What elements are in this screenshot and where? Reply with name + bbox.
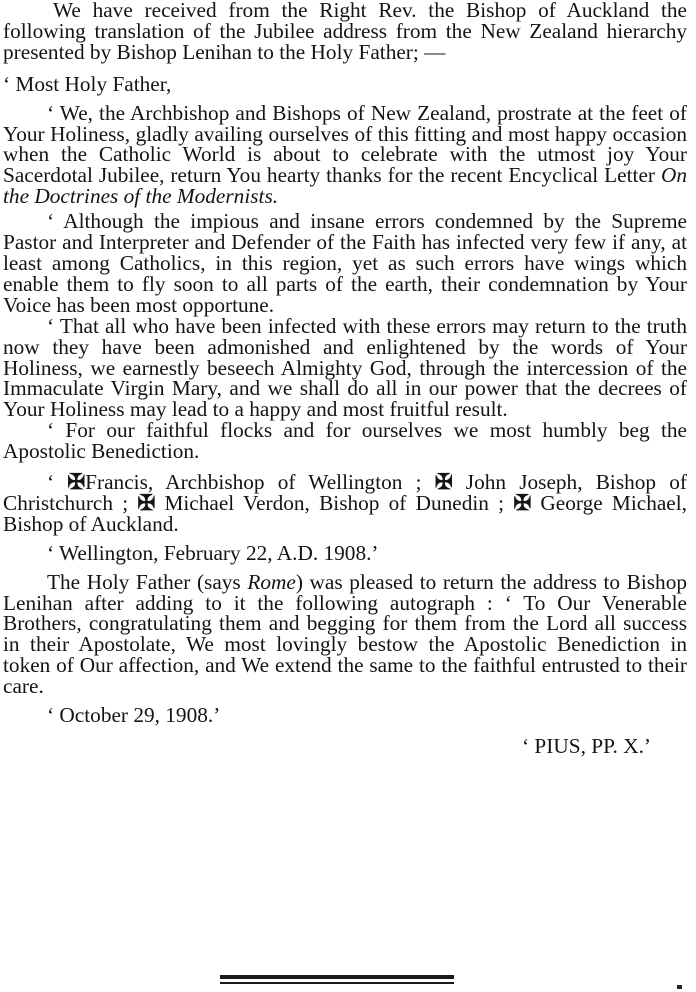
dateline: ‘ Wellington, February 22, A.D. 1908.’ <box>47 540 379 565</box>
encyclical-title: On the Doctrines of the Modernists. <box>3 163 687 209</box>
paragraph-benediction-request: ‘ For our faithful flocks and for ourselves we most humbly beg the Apostolic Benediction. <box>3 418 687 464</box>
papal-reply-text-a: The Holy Father (says <box>47 569 248 594</box>
open-quote: ‘ <box>47 470 68 495</box>
signatory-archbishop: Francis, Archbishop of Wellington ; <box>85 470 435 495</box>
salutation: ‘ Most Holy Father, <box>3 71 172 96</box>
cross-icon: ✠ <box>434 470 453 495</box>
cross-icon: ✠ <box>513 490 532 515</box>
cross-icon: ✠ <box>67 470 86 495</box>
paragraph-errors: ‘ Although the impious and insane errors condemned by the Supreme Pastor and Interpreter and Defender of the Faith has infected very few if any, at least among Catholics, in this region, yet as such errors have wings which enable them to fly soon to all parts of the earth, their condemnation by Your Voice has been most opportune. <box>3 209 687 317</box>
intro-paragraph: We have received from the Right Rev. the Bishop of Auckland the following translation of the Jubilee address from the New Zealand hierarchy presented by Bishop Lenihan to the Holy Father; — <box>3 0 687 64</box>
signatory-christchurch: John Joseph, Bishop of Christchurch ; <box>3 470 688 515</box>
closing-rule-thick <box>220 975 454 979</box>
paragraph-thanks <box>3 100 687 209</box>
cross-icon: ✠ <box>137 490 156 515</box>
article-column <box>3 0 687 757</box>
signatory-dunedin: Michael Verdon, Bishop of Dunedin ; <box>164 490 514 515</box>
signatory-auckland: George Michael, Bishop of Auckland. <box>3 490 687 536</box>
signatories <box>3 472 687 535</box>
papal-reply-text-b: ) was pleased to return the address to Bishop Lenihan after adding to it the following autograph : ‘ To Our Venerable Brothers, congratulating them and begging for them from the Lord all success in their Apostolate, We most lovingly bestow the Apostolic Benediction in token of Our affection, and We extend the same to the faithful entrusted to their care. <box>3 569 687 699</box>
paragraph-prayer: ‘ That all who have been infected with these errors may return to the truth now they have been admonished and enlightened by the words of Your Holiness, we earnestly beseech Almighty God, through the intercession of the Immaculate Virgin Mary, and we shall do all in our power that the decrees of Your Holiness may lead to a happy and most fruitful result. <box>3 313 687 422</box>
print-mark <box>677 985 682 989</box>
papal-signature: ‘ PIUS, PP. X.’ <box>522 734 651 758</box>
closing-rule-thin <box>220 982 454 984</box>
source-rome: Rome <box>247 569 296 594</box>
paragraph-papal-reply <box>3 569 687 699</box>
paragraph-thanks-text: ‘ We, the Archbishop and Bishops of New Zealand, prostrate at the feet of Your Holiness, gladly availing ourselves of this fitting and most happy occasion when the Catholic World is about to celebrate with the utmost joy Your Sacerdotal Jubilee, return You hearty thanks for the recent Encyclical Letter <box>3 100 687 188</box>
date-october: ‘ October 29, 1908.’ <box>47 703 221 728</box>
